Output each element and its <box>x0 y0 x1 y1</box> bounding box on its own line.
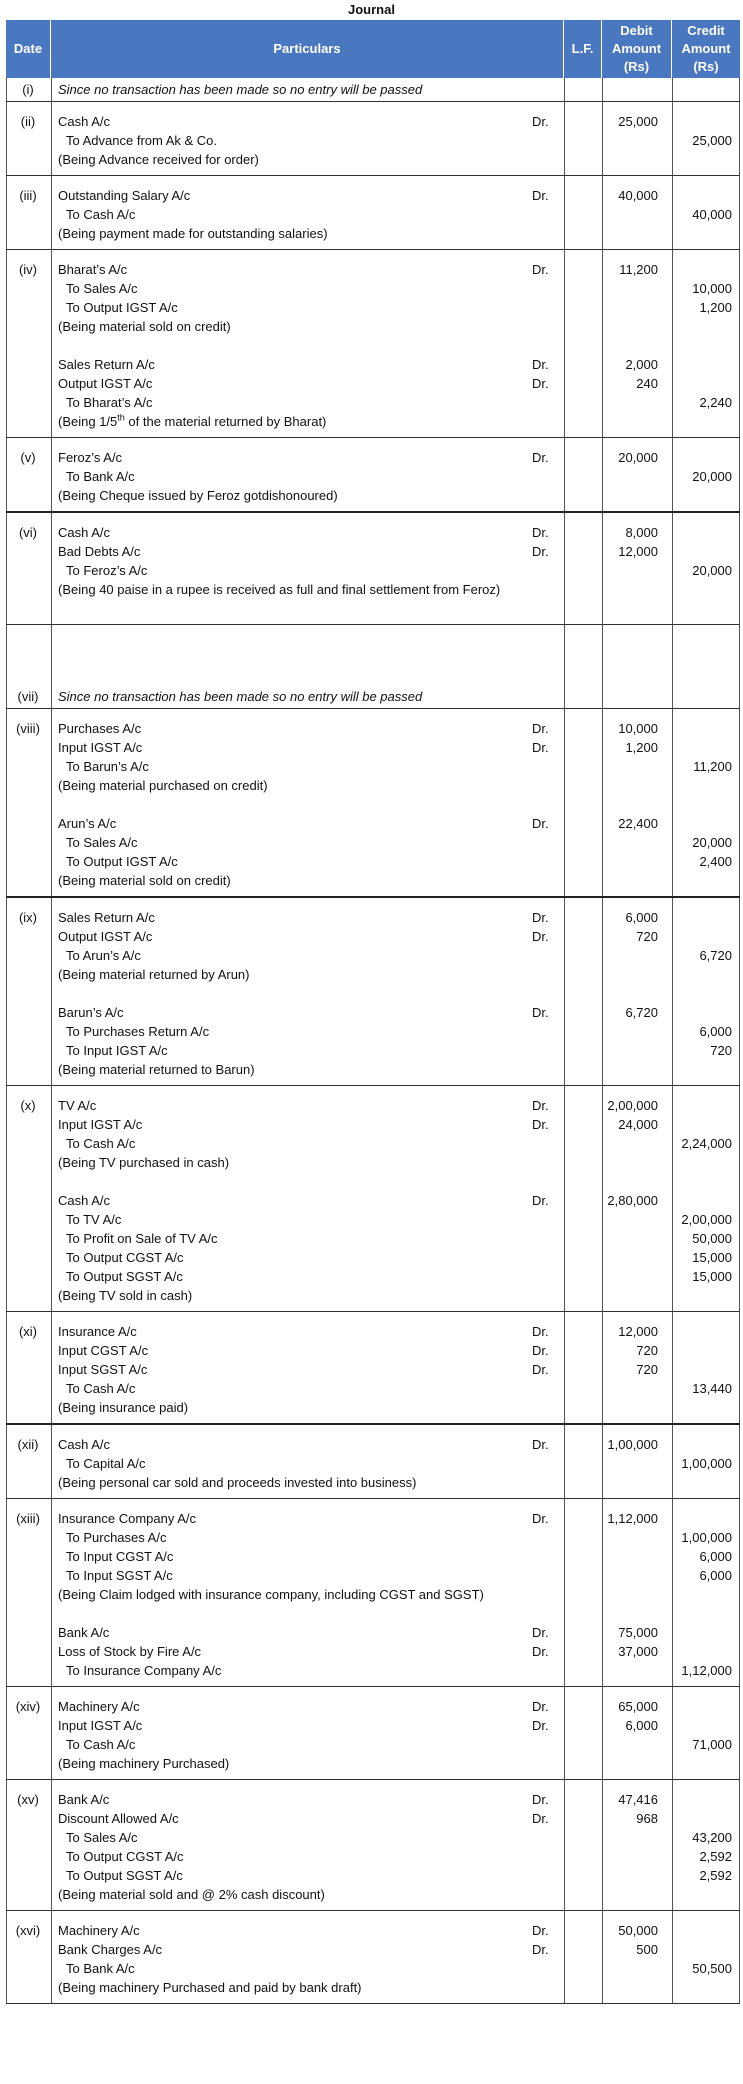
column-divider <box>51 1499 52 1686</box>
dr-marker: Dr. <box>532 450 549 465</box>
credit-amount: 2,592 <box>699 1849 732 1864</box>
debit-amount: 50,000 <box>618 1923 658 1938</box>
narration-text: (Being Advance received for order) <box>58 152 259 167</box>
credit-amount: 11,200 <box>693 759 732 774</box>
entry-date: (i) <box>22 82 34 97</box>
column-divider <box>51 1780 52 1910</box>
debit-amount: 500 <box>636 1942 658 1957</box>
journal-entry-row <box>6 898 740 1086</box>
column-divider <box>739 102 740 175</box>
column-divider <box>564 250 565 437</box>
dr-marker: Dr. <box>532 188 549 203</box>
dr-marker: Dr. <box>532 1511 549 1526</box>
narration-text: (Being TV purchased in cash) <box>58 1155 230 1170</box>
journal-entry-row <box>6 250 740 438</box>
header-date-label: Date <box>13 41 43 56</box>
credit-amount: 20,000 <box>692 563 732 578</box>
column-divider <box>739 1911 740 2003</box>
entry-date: (ix) <box>18 910 38 925</box>
debit-account-text: Cash A/c <box>58 1193 111 1208</box>
column-divider <box>739 709 740 896</box>
column-divider <box>564 709 565 896</box>
dr-marker: Dr. <box>532 740 549 755</box>
debit-account-text: Bank Charges A/c <box>58 1942 163 1957</box>
debit-account-text: Discount Allowed A/c <box>58 1811 179 1826</box>
dr-marker: Dr. <box>532 376 549 391</box>
header-particulars <box>51 20 564 78</box>
entry-date: (xv) <box>17 1792 39 1807</box>
column-divider <box>672 1312 673 1423</box>
journal-title: Journal <box>348 2 395 17</box>
narration-text: (Being material sold on credit) <box>58 873 231 888</box>
header-credit <box>672 20 740 78</box>
credit-account-text: To Cash A/c <box>66 1737 136 1752</box>
header-debit-label <box>612 22 661 76</box>
debit-amount: 240 <box>636 376 658 391</box>
debit-account-text: Arun’s A/c <box>58 816 117 831</box>
debit-account-text: TV A/c <box>58 1098 97 1113</box>
header-debit <box>602 20 672 78</box>
debit-amount: 24,000 <box>618 1117 658 1132</box>
credit-account-text: To Arun’s A/c <box>66 948 141 963</box>
column-divider <box>564 102 565 175</box>
journal-entry-row <box>6 1687 740 1780</box>
debit-amount: 40,000 <box>618 188 658 203</box>
column-divider <box>564 1499 565 1686</box>
credit-amount: 71,000 <box>692 1737 732 1752</box>
header-debit-line3: (Rs) <box>623 59 650 74</box>
credit-account-text: To Feroz’s A/c <box>66 563 148 578</box>
column-divider <box>672 1687 673 1779</box>
narration-text: (Being machinery Purchased) <box>58 1756 230 1771</box>
debit-amount: 1,200 <box>625 740 658 755</box>
dr-marker: Dr. <box>532 1811 549 1826</box>
debit-amount: 12,000 <box>618 544 658 559</box>
column-divider <box>739 513 740 624</box>
entry-date: (x) <box>20 1098 36 1113</box>
journal-entry-row <box>6 1499 740 1687</box>
debit-amount: 10,000 <box>618 721 658 736</box>
dr-marker: Dr. <box>532 721 549 736</box>
debit-account-text: Machinery A/c <box>58 1699 140 1714</box>
dr-marker: Dr. <box>532 525 549 540</box>
credit-account-text: To Output SGST A/c <box>66 1868 183 1883</box>
debit-amount: 6,000 <box>625 910 658 925</box>
debit-amount: 2,00,000 <box>607 1098 658 1113</box>
journal-entry-row <box>6 1086 740 1312</box>
column-divider <box>564 1425 565 1498</box>
column-divider <box>739 1312 740 1423</box>
dr-marker: Dr. <box>532 1792 549 1807</box>
narration-text: (Being TV sold in cash) <box>58 1288 193 1303</box>
debit-account-text: Output IGST A/c <box>58 929 153 944</box>
debit-amount: 720 <box>636 929 658 944</box>
column-divider <box>564 438 565 511</box>
credit-amount: 2,240 <box>699 395 732 410</box>
column-divider <box>672 625 673 708</box>
header-date <box>6 20 51 78</box>
dr-marker: Dr. <box>532 1437 549 1452</box>
column-divider <box>672 78 673 101</box>
journal-entry-row <box>6 1911 740 2004</box>
narration-text: (Being material purchased on credit) <box>58 778 268 793</box>
column-divider <box>739 1780 740 1910</box>
journal-entry-row <box>6 709 740 898</box>
entry-date: (ii) <box>20 114 36 129</box>
credit-amount: 20,000 <box>692 469 732 484</box>
debit-account-text: Machinery A/c <box>58 1923 140 1938</box>
journal-entry-row <box>6 625 740 709</box>
narration-part: (Being 1/5 <box>58 414 118 429</box>
entry-date: (xiv) <box>15 1699 41 1714</box>
debit-amount: 720 <box>636 1343 658 1358</box>
credit-amount: 1,00,000 <box>681 1456 732 1471</box>
column-divider <box>739 78 740 101</box>
debit-amount: 1,00,000 <box>607 1437 658 1452</box>
narration-text: (Being 40 paise in a rupee is received as full and final settlement from Feroz) <box>58 582 501 597</box>
narration-text: (Being material returned to Barun) <box>58 1062 255 1077</box>
credit-amount: 2,00,000 <box>681 1212 732 1227</box>
entry-date: (v) <box>20 450 36 465</box>
column-divider <box>739 1499 740 1686</box>
debit-amount: 12,000 <box>618 1324 658 1339</box>
dr-marker: Dr. <box>532 1644 549 1659</box>
column-divider <box>739 898 740 1085</box>
debit-amount: 6,000 <box>625 1718 658 1733</box>
debit-amount: 2,000 <box>625 357 658 372</box>
credit-account-text: To Output IGST A/c <box>66 300 178 315</box>
header-debit-line2: Amount <box>611 41 662 56</box>
column-divider <box>51 898 52 1085</box>
debit-account-text: Purchases A/c <box>58 721 142 736</box>
column-divider <box>51 625 52 708</box>
column-divider <box>564 176 565 249</box>
entry-date: (viii) <box>16 721 40 736</box>
narration-text <box>58 412 326 431</box>
credit-amount: 50,000 <box>692 1231 732 1246</box>
entry-date: (vii) <box>17 689 39 704</box>
credit-amount: 1,00,000 <box>681 1530 732 1545</box>
credit-amount: 20,000 <box>692 835 732 850</box>
credit-account-text: To Cash A/c <box>66 207 136 222</box>
dr-marker: Dr. <box>532 816 549 831</box>
credit-account-text: To Sales A/c <box>66 1830 138 1845</box>
debit-amount: 720 <box>636 1362 658 1377</box>
header-credit-line1: Credit <box>687 23 725 38</box>
journal-entry-row <box>6 1425 740 1499</box>
credit-amount: 13,440 <box>692 1381 732 1396</box>
column-divider <box>672 1911 673 2003</box>
debit-account-text: Cash A/c <box>58 1437 111 1452</box>
credit-amount: 25,000 <box>692 133 732 148</box>
debit-account-text: Input SGST A/c <box>58 1362 148 1377</box>
credit-amount: 2,592 <box>699 1868 732 1883</box>
column-divider <box>564 1312 565 1423</box>
column-divider <box>51 1312 52 1423</box>
dr-marker: Dr. <box>532 1625 549 1640</box>
column-divider <box>51 176 52 249</box>
credit-account-text: To Capital A/c <box>66 1456 146 1471</box>
narration-text: (Being material sold on credit) <box>58 319 231 334</box>
journal-body <box>6 78 740 2004</box>
entry-date: (xii) <box>17 1437 39 1452</box>
header-credit-line3: (Rs) <box>693 59 719 74</box>
column-divider <box>564 513 565 624</box>
debit-account-text: Cash A/c <box>58 114 111 129</box>
credit-account-text: To Input IGST A/c <box>66 1043 168 1058</box>
debit-account-text: Input CGST A/c <box>58 1343 149 1358</box>
credit-amount: 10,000 <box>692 281 732 296</box>
column-divider <box>739 1425 740 1498</box>
column-divider <box>564 625 565 708</box>
header-lf <box>564 20 602 78</box>
debit-amount: 37,000 <box>618 1644 658 1659</box>
debit-amount: 25,000 <box>618 114 658 129</box>
narration-text: (Being Cheque issued by Feroz gotdishonoured) <box>58 488 338 503</box>
credit-account-text: To Cash A/c <box>66 1136 136 1151</box>
dr-marker: Dr. <box>532 1193 549 1208</box>
debit-amount: 2,80,000 <box>607 1193 658 1208</box>
debit-account-text: Input IGST A/c <box>58 1718 143 1733</box>
narration-text: Since no transaction has been made so no entry will be passed <box>58 82 423 97</box>
header-debit-line1: Debit <box>620 23 653 38</box>
credit-amount: 6,000 <box>699 1568 732 1583</box>
debit-account-text: Feroz’s A/c <box>58 450 123 465</box>
narration-text: (Being personal car sold and proceeds invested into business) <box>58 1475 417 1490</box>
debit-amount: 47,416 <box>618 1792 658 1807</box>
journal-table <box>6 20 740 2004</box>
credit-account-text: To Profit on Sale of TV A/c <box>66 1231 218 1246</box>
dr-marker: Dr. <box>532 357 549 372</box>
entry-date: (iii) <box>19 188 37 203</box>
narration-part: of the material returned by Bharat) <box>124 414 327 429</box>
credit-amount: 6,720 <box>699 948 732 963</box>
credit-account-text: To Bank A/c <box>66 469 135 484</box>
column-divider <box>51 1425 52 1498</box>
narration-text: (Being machinery Purchased and paid by bank draft) <box>58 1980 362 1995</box>
column-divider <box>564 1687 565 1779</box>
narration-text: (Being Claim lodged with insurance company, including CGST and SGST) <box>58 1587 484 1602</box>
journal-entry-row <box>6 176 740 250</box>
column-divider <box>51 78 52 101</box>
credit-amount: 43,200 <box>692 1830 732 1845</box>
column-divider <box>564 1780 565 1910</box>
credit-amount: 50,500 <box>692 1961 732 1976</box>
credit-account-text: To Input SGST A/c <box>66 1568 173 1583</box>
credit-account-text: To Bank A/c <box>66 1961 135 1976</box>
column-divider <box>564 1086 565 1311</box>
credit-account-text: To Output IGST A/c <box>66 854 178 869</box>
dr-marker: Dr. <box>532 1098 549 1113</box>
debit-account-text: Insurance A/c <box>58 1324 137 1339</box>
entry-date: (xvi) <box>15 1923 41 1938</box>
narration-text: (Being insurance paid) <box>58 1400 189 1415</box>
column-divider <box>51 709 52 896</box>
debit-account-text: Output IGST A/c <box>58 376 153 391</box>
debit-account-text: Loss of Stock by Fire A/c <box>58 1644 202 1659</box>
narration-text: (Being payment made for outstanding salaries) <box>58 226 328 241</box>
credit-amount: 40,000 <box>692 207 732 222</box>
column-divider <box>739 250 740 437</box>
credit-account-text: To Barun’s A/c <box>66 759 149 774</box>
column-divider <box>51 250 52 437</box>
header-credit-line2: Amount <box>681 41 731 56</box>
column-divider <box>51 1086 52 1311</box>
column-divider <box>602 78 603 101</box>
entry-date: (iv) <box>18 262 38 277</box>
table-header <box>6 20 740 78</box>
credit-account-text: To Input CGST A/c <box>66 1549 174 1564</box>
column-divider <box>739 1687 740 1779</box>
narration-text: Since no transaction has been made so no entry will be passed <box>58 689 423 704</box>
header-lf-label: L.F. <box>571 41 594 56</box>
credit-amount: 6,000 <box>699 1024 732 1039</box>
credit-amount: 15,000 <box>692 1250 732 1265</box>
column-divider <box>602 625 603 708</box>
journal-entry-row <box>6 1312 740 1425</box>
credit-amount: 6,000 <box>699 1549 732 1564</box>
dr-marker: Dr. <box>532 1362 549 1377</box>
entry-date: (vi) <box>18 525 38 540</box>
dr-marker: Dr. <box>532 929 549 944</box>
column-divider <box>739 625 740 708</box>
credit-account-text: To Bharat’s A/c <box>66 395 153 410</box>
column-divider <box>51 513 52 624</box>
debit-amount: 6,720 <box>625 1005 658 1020</box>
debit-amount: 8,000 <box>625 525 658 540</box>
column-divider <box>51 102 52 175</box>
credit-amount: 720 <box>710 1043 732 1058</box>
debit-amount: 20,000 <box>618 450 658 465</box>
dr-marker: Dr. <box>532 114 549 129</box>
dr-marker: Dr. <box>532 1005 549 1020</box>
dr-marker: Dr. <box>532 1343 549 1358</box>
credit-account-text: To Sales A/c <box>66 835 138 850</box>
credit-account-text: To Sales A/c <box>66 281 138 296</box>
column-divider <box>739 176 740 249</box>
debit-account-text: Input IGST A/c <box>58 740 143 755</box>
debit-account-text: Bad Debts A/c <box>58 544 141 559</box>
debit-account-text: Bharat’s A/c <box>58 262 128 277</box>
debit-account-text: Sales Return A/c <box>58 357 155 372</box>
entry-date: (xiii) <box>16 1511 40 1526</box>
column-divider <box>564 898 565 1085</box>
debit-account-text: Barun’s A/c <box>58 1005 124 1020</box>
column-divider <box>51 1911 52 2003</box>
dr-marker: Dr. <box>532 544 549 559</box>
debit-account-text: Input IGST A/c <box>58 1117 143 1132</box>
debit-account-text: Cash A/c <box>58 525 111 540</box>
narration-text: (Being material returned by Arun) <box>58 967 250 982</box>
journal-entry-row <box>6 438 740 513</box>
column-divider <box>739 1086 740 1311</box>
journal-entry-row <box>6 102 740 176</box>
dr-marker: Dr. <box>532 1718 549 1733</box>
credit-amount: 1,200 <box>699 300 732 315</box>
credit-account-text: To Output CGST A/c <box>66 1849 184 1864</box>
debit-account-text: Outstanding Salary A/c <box>58 188 191 203</box>
debit-amount: 22,400 <box>618 816 658 831</box>
column-divider <box>51 1687 52 1779</box>
column-divider <box>739 438 740 511</box>
credit-account-text: To Output SGST A/c <box>66 1269 183 1284</box>
dr-marker: Dr. <box>532 1117 549 1132</box>
debit-account-text: Bank A/c <box>58 1625 110 1640</box>
header-credit-label <box>681 22 730 76</box>
credit-amount: 2,24,000 <box>681 1136 732 1151</box>
header-particulars-label: Particulars <box>273 41 341 56</box>
debit-amount: 11,200 <box>619 262 658 277</box>
debit-account-text: Sales Return A/c <box>58 910 155 925</box>
dr-marker: Dr. <box>532 910 549 925</box>
column-divider <box>51 438 52 511</box>
credit-account-text: To Purchases A/c <box>66 1530 167 1545</box>
column-divider <box>6 1086 7 1311</box>
debit-account-text: Bank A/c <box>58 1792 110 1807</box>
credit-amount: 15,000 <box>692 1269 732 1284</box>
debit-amount: 968 <box>636 1811 658 1826</box>
dr-marker: Dr. <box>532 1699 549 1714</box>
credit-account-text: To TV A/c <box>66 1212 122 1227</box>
journal-entry-row <box>6 78 740 102</box>
dr-marker: Dr. <box>532 262 549 277</box>
journal-entry-row <box>6 513 740 625</box>
debit-amount: 65,000 <box>618 1699 658 1714</box>
debit-amount: 75,000 <box>618 1625 658 1640</box>
narration-text: (Being material sold and @ 2% cash discount) <box>58 1887 325 1902</box>
credit-amount: 1,12,000 <box>681 1663 732 1678</box>
credit-account-text: To Purchases Return A/c <box>66 1024 210 1039</box>
debit-account-text: Insurance Company A/c <box>58 1511 197 1526</box>
credit-amount: 2,400 <box>699 854 732 869</box>
dr-marker: Dr. <box>532 1324 549 1339</box>
superscript: th <box>117 412 125 423</box>
debit-amount: 1,12,000 <box>607 1511 658 1526</box>
credit-account-text: To Advance from Ak & Co. <box>66 133 218 148</box>
column-divider <box>564 78 565 101</box>
dr-marker: Dr. <box>532 1923 549 1938</box>
credit-account-text: To Cash A/c <box>66 1381 136 1396</box>
entry-date: (xi) <box>18 1324 38 1339</box>
dr-marker: Dr. <box>532 1942 549 1957</box>
credit-account-text: To Insurance Company A/c <box>66 1663 222 1678</box>
journal-entry-row <box>6 1780 740 1911</box>
column-divider <box>564 1911 565 2003</box>
credit-account-text: To Output CGST A/c <box>66 1250 184 1265</box>
